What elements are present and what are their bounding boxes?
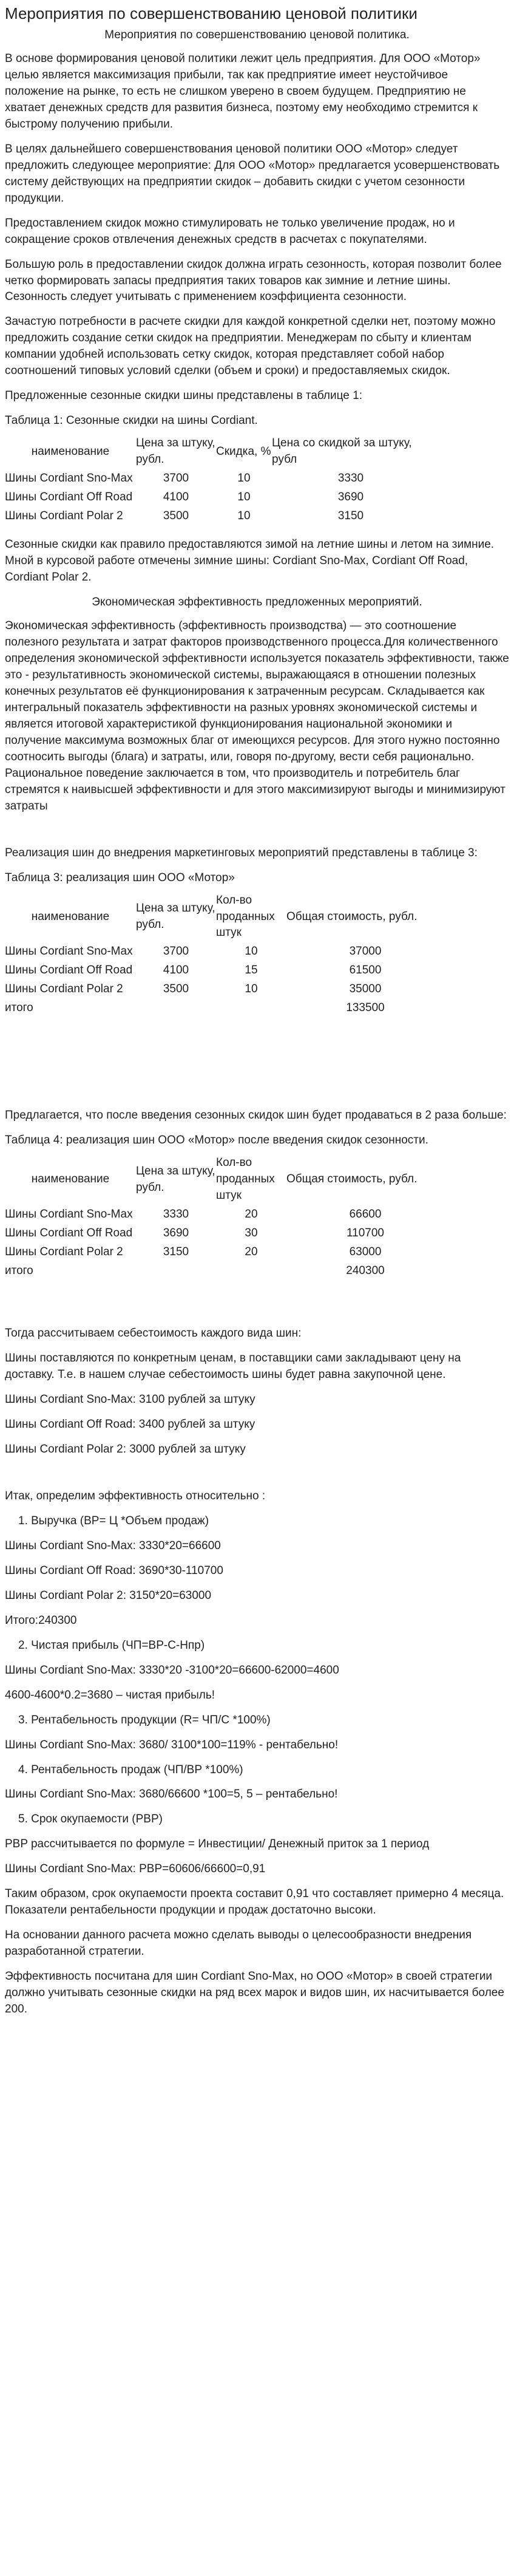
- paragraph: В целях дальнейшего совершенствования ценовой политики ООО «Мотор» следует предложить следующее мероприятие: Для ООО «Мотор» предлагается усовершенствовать систему действующих на предприятии скидок – добавить скидки с учетом сезонности продукции.: [5, 142, 500, 205]
- table-cell: 3330: [163, 1208, 189, 1221]
- table-cell: 3150: [163, 1245, 189, 1259]
- spacer: [5, 1467, 509, 1488]
- table-header-cell: Цена за штуку, рубл.: [136, 437, 215, 466]
- paragraph: Экономическая эффективность (эффективность производства) — это соотношение полезного результата и затрат факторов производственного процесса.Для количественного определения экономической эффективности используется показатель эффективности, также это - результативность экономической системы, выражающаяся в отношении полезных конечных результатов её функционирования к затраченным ресурсам. Складывается как интегральный показатель эффективности на разных уровнях экономической системы и является итоговой характеристикой функционирования национальной экономики и получение максимума возможных благ от имеющихся ресурсов. Для этого нужно постоянно соотносить выгоды (блага) и затраты, или, говоря по-другому, вести себя рационально. Рациональное поведение заключается в том, что производитель и потребитель благ стремятся к наивысшей эффективности и для этого максимизируют выгоды и минимизируют затраты: [5, 619, 509, 813]
- table-cell: 3330: [337, 472, 364, 485]
- table-cell: 3690: [337, 491, 364, 504]
- table-row: [5, 1243, 444, 1262]
- spacer: [5, 823, 509, 845]
- table-row: [5, 488, 430, 507]
- list-item: 5. Срок окупаемости (РВР): [18, 1813, 163, 1826]
- table-cell: 10: [245, 983, 258, 996]
- list-item: 3. Рентабельность продукции (R= ЧП/С *100%): [18, 1713, 271, 1726]
- paragraph: Шины поставляются по конкретным ценам, в поставщики сами закладывают цену на доставку. Т.е. в нашем случае себестоимость шины будет равна закупочной цене.: [5, 1352, 461, 1381]
- list-item: 1. Выручка (ВР= Ц *Объем продаж): [18, 1514, 209, 1527]
- table-header-row: [5, 434, 430, 469]
- paragraph: Предоставлением скидок можно стимулировать не только увеличение продаж, но и сокращение сроков отвлечения денежных средств в расчетах с покупателями.: [5, 216, 455, 246]
- paragraph: В основе формирования ценовой политики лежит цель предприятия. Для ООО «Мотор» целью является максимизация прибыли, так как предприятие имеет неустойчивое положение на рынке, то есть не слишком уверено в своем будущем. Предприятию не хватает денежных средств для развития бизнеса, поэтому ему необходимо стремится к быстрому получению прибыли.: [5, 52, 481, 131]
- table-cell: итого: [5, 1001, 33, 1015]
- table-header-cell: наименование: [31, 445, 110, 458]
- table-cell: 110700: [347, 1227, 384, 1240]
- sales-table-before: [5, 891, 444, 1018]
- table-header-cell: наименование: [31, 1173, 110, 1186]
- table-header-cell: Кол-во проданных штук: [216, 1156, 275, 1202]
- discount-table: [5, 434, 430, 526]
- paragraph: Итак, определим эффективность относительно :: [5, 1489, 266, 1502]
- table-cell: Шины Cordiant Polar 2: [5, 1245, 123, 1259]
- table-cell: 3500: [163, 509, 189, 523]
- table-cell: 20: [245, 1245, 258, 1259]
- table-row: [5, 980, 444, 999]
- table-cell: итого: [5, 1264, 33, 1278]
- table-cell: 3700: [163, 472, 189, 485]
- paragraph: Эффективность посчитана для шин Cordiant Sno-Max, но ООО «Мотор» в своей стратегии должно учитывать сезонные скидки на ряд всех марок и видов шин, их насчитывается более 200.: [5, 1970, 504, 2016]
- table-cell: 3700: [163, 945, 189, 958]
- table-cell: 15: [245, 964, 258, 977]
- table-cell: Шины Cordiant Polar 2: [5, 983, 123, 996]
- table-cell: 61500: [349, 964, 382, 977]
- table-header-cell: Общая стоимость, рубл.: [286, 1173, 418, 1186]
- calc-line: Шины Cordiant Off Road: 3690*30-110700: [5, 1564, 223, 1577]
- table-cell: 10: [237, 491, 251, 504]
- paragraph: Тогда рассчитываем себестоимость каждого вида шин:: [5, 1327, 302, 1340]
- table-cell: 10: [237, 509, 251, 523]
- table-cell: 3150: [337, 509, 364, 523]
- table-row: [5, 507, 430, 526]
- table-cell: Шины Cordiant Off Road: [5, 964, 133, 977]
- calc-line: Шины Cordiant Sno-Max: 3680/ 3100*100=119% - рентабельно!: [5, 1738, 339, 1751]
- paragraph: Предлагается, что после введения сезонных скидок шин будет продаваться в 2 раза больше:: [5, 1109, 507, 1122]
- table-cell: Шины Cordiant Off Road: [5, 1227, 133, 1240]
- section-title: Экономическая эффективность предложенных мероприятий.: [92, 596, 422, 608]
- page-title: Мероприятия по совершенствованию ценовой политики: [5, 4, 418, 22]
- table-cell: 37000: [349, 945, 382, 958]
- cost-line: Шины Cordiant Polar 2: 3000 рублей за штуку: [5, 1442, 246, 1456]
- table-caption: Таблица 3: реализация шин ООО «Мотор»: [5, 871, 235, 884]
- table-cell: 35000: [349, 983, 382, 996]
- table-cell: Шины Cordiant Polar 2: [5, 509, 123, 523]
- calc-line: Шины Cordiant Sno-Max: 3680/66600 *100=5, 5 – рентабельно!: [5, 1788, 338, 1801]
- table-row: [5, 942, 444, 961]
- table-cell: 3500: [163, 983, 189, 996]
- table-header-cell: наименование: [31, 910, 110, 923]
- paragraph: Реализация шин до внедрения маркетинговых мероприятий представлены в таблице 3:: [5, 846, 478, 859]
- table-cell: Шины Cordiant Sno-Max: [5, 1208, 133, 1221]
- table-total-row: [5, 999, 444, 1018]
- table-cell: 63000: [349, 1245, 382, 1259]
- table-header-cell: Цена за штуку, рубл.: [136, 902, 215, 931]
- paragraph: Большую роль в предоставлении скидок должна играть сезонность, которая позволит более четко формировать запасы предприятия таких товаров как зимние и летние шины. Сезонность следует учитывать с применением коэффициента сезонности.: [5, 257, 502, 304]
- calc-line: Шины Cordiant Sno-Max: 3330*20=66600: [5, 1539, 221, 1552]
- table-cell: 66600: [349, 1208, 382, 1221]
- table-row: [5, 469, 430, 488]
- table-row: [5, 1224, 444, 1243]
- table-cell: 3690: [163, 1227, 189, 1240]
- subtitle: Мероприятия по совершенствованию ценовой политика.: [104, 28, 410, 41]
- calc-line: Шины Cordiant Sno-Max: 3330*20 -3100*20=66600-62000=4600: [5, 1663, 339, 1677]
- paragraph: Сезонные скидки как правило предоставляются зимой на летние шины и летом на зимние. Мной в курсовой работе отмечены зимние шины: Cordiant Sno-Max, Cordiant Off Road, Cordiant Polar 2.: [5, 538, 495, 584]
- table-cell: 10: [245, 945, 258, 958]
- table-cell: 4100: [163, 491, 189, 504]
- spacer: [5, 1292, 509, 1326]
- table-cell: Шины Cordiant Off Road: [5, 491, 133, 504]
- table-row: [5, 961, 444, 980]
- table-header-row: [5, 891, 444, 943]
- table-cell: 133500: [346, 1001, 385, 1015]
- calc-line: Шины Cordiant Sno-Max: PBP=60606/66600=0,91: [5, 1862, 266, 1876]
- table-cell: 10: [237, 472, 251, 485]
- table-cell: 30: [245, 1227, 258, 1240]
- table-header-row: [5, 1154, 444, 1205]
- calc-line: 4600-4600*0.2=3680 – чистая прибыль!: [5, 1688, 215, 1702]
- table-header-cell: Общая стоимость, рубл.: [286, 910, 418, 923]
- paragraph: Зачастую потребности в расчете скидки для каждой конкретной сделки нет, поэтому можно предложить создание сетки скидок на предприятии. Менеджерам по сбыту и клиентам компании удобней использовать сетку скидок, которая представляет собой набор соотношений типовых условий сделки (объем и сроки) и предоставляемых скидок.: [5, 315, 496, 378]
- table-cell: 20: [245, 1208, 258, 1221]
- list-item: 4. Рентабельность продаж (ЧП/ВР *100%): [18, 1763, 243, 1776]
- table-header-cell: Цена со скидкой за штуку, рубл: [272, 437, 412, 466]
- table-cell: Шины Cordiant Sno-Max: [5, 945, 133, 958]
- sales-table-after: [5, 1154, 444, 1281]
- cost-line: Шины Cordiant Off Road: 3400 рублей за штуку: [5, 1417, 255, 1431]
- paragraph: На основании данного расчета можно сделать выводы о целесообразности внедрения разработанной стратегии.: [5, 1929, 472, 1958]
- table-total-row: [5, 1262, 444, 1281]
- table-caption: Таблица 1: Сезонные скидки на шины Cordiant.: [5, 414, 258, 428]
- table-header-cell: Кол-во проданных штук: [216, 893, 275, 939]
- table-header-cell: Скидка, %: [216, 445, 271, 458]
- paragraph: Таким образом, срок окупаемости проекта составит 0,91 что составляет примерно 4 месяца. Показатели рентабельности продукции и продаж достаточно высоки.: [5, 1887, 504, 1917]
- paragraph: Предложенные сезонные скидки шины представлены в таблице 1:: [5, 389, 362, 403]
- spacer: [5, 1029, 509, 1108]
- table-cell: 240300: [346, 1264, 385, 1278]
- cost-line: Шины Cordiant Sno-Max: 3100 рублей за штуку: [5, 1392, 255, 1406]
- calc-line: Шины Cordiant Polar 2: 3150*20=63000: [5, 1589, 212, 1602]
- table-cell: 4100: [163, 964, 189, 977]
- list-item: 2. Чистая прибыль (ЧП=ВР-С-Нпр): [18, 1638, 205, 1652]
- paragraph: PBP рассчитывается по формуле = Инвестиции/ Денежный приток за 1 период: [5, 1838, 430, 1851]
- table-caption: Таблица 4: реализация шин ООО «Мотор» после введения скидок сезонности.: [5, 1134, 428, 1147]
- table-header-cell: Цена за штуку, рубл.: [136, 1164, 215, 1194]
- calc-line: Итого:240300: [5, 1613, 77, 1627]
- table-cell: Шины Cordiant Sno-Max: [5, 472, 133, 485]
- table-row: [5, 1205, 444, 1224]
